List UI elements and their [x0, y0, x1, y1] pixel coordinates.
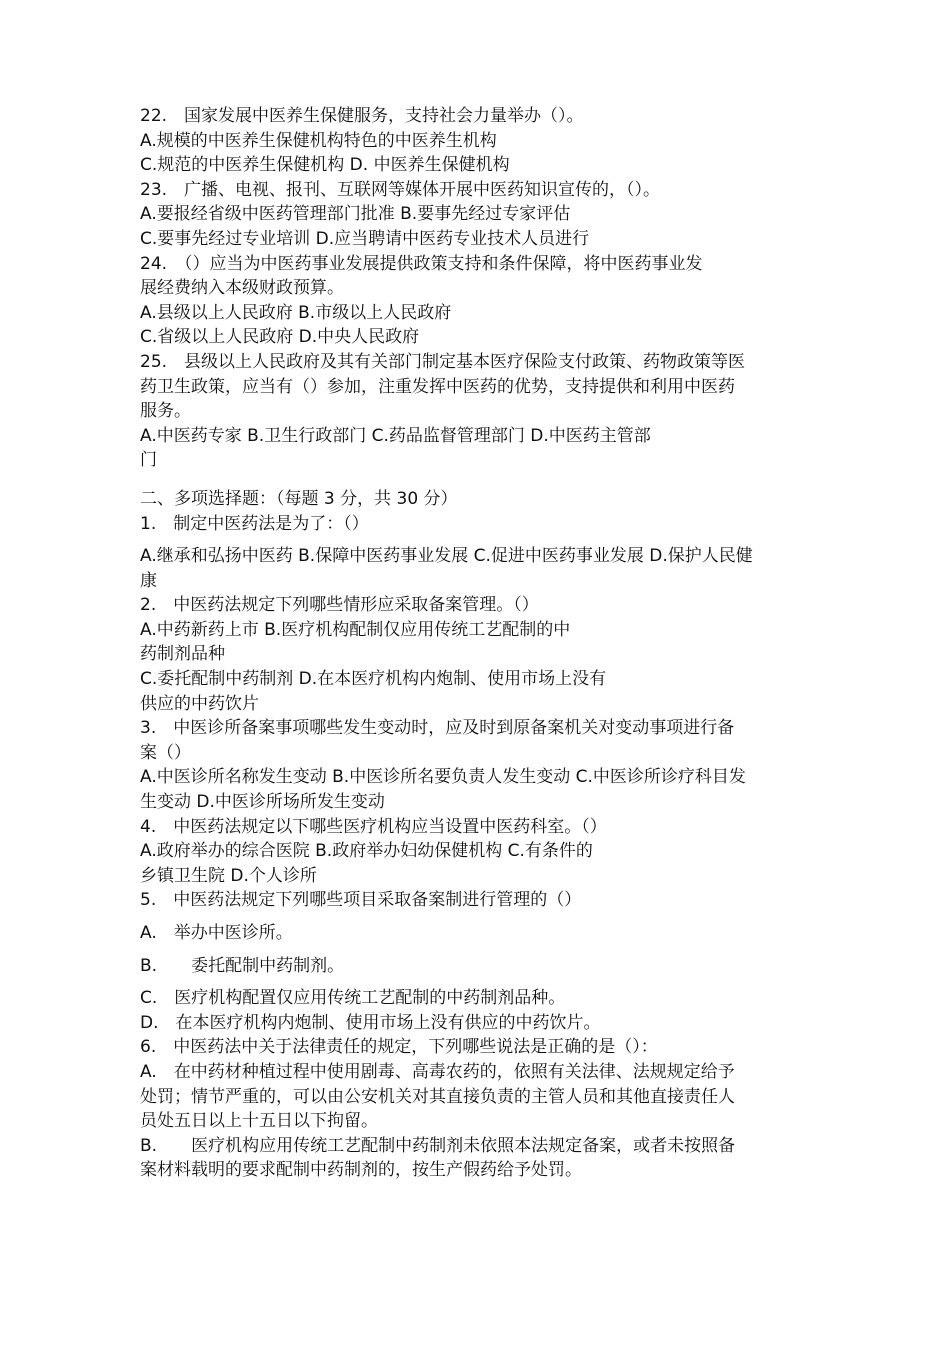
mc-question-3-options-line-1: A.中医诊所名称发生变动 B.中医诊所名要负责人发生变动 C.中医诊所诊疗科目发 — [140, 767, 746, 788]
question-24-line-2: 展经费纳入本级财政预算。 — [140, 278, 344, 299]
mc-question-1-options-line-1: A.继承和弘扬中医药 B.保障中医药事业发展 C.促进中医药事业发展 D.保护人民健 — [140, 546, 753, 567]
mc-question-1: 1. 制定中医药法是为了：（） — [140, 513, 369, 534]
question-22-option-c-d: C.规范的中医养生保健机构 D. 中医养生保健机构 — [140, 155, 510, 176]
mc-question-6-option-b-line-2: 案材料载明的要求配制中药制剂的，按生产假药给予处罚。 — [140, 1160, 582, 1181]
mc-question-1-gap — [140, 536, 830, 544]
mc-question-5-gap-3 — [140, 978, 830, 986]
mc-question-5-option-b: B. 委托配制中药制剂。 — [140, 955, 345, 976]
question-24-option-a-b: A.县级以上人民政府 B.市级以上人民政府 — [140, 302, 452, 323]
question-25-options-line-2: 门 — [140, 450, 157, 471]
question-23: 23. 广播、电视、报刊、互联网等媒体开展中医药知识宣传的，（）。 — [140, 179, 661, 200]
question-22-option-a-b: A.规模的中医养生保健机构特色的中医养生机构 — [140, 130, 497, 151]
mc-question-3-line-1: 3. 中医诊所备案事项哪些发生变动时，应及时到原备案机关对变动事项进行备 — [140, 718, 735, 739]
question-23-option-a-b: A.要报经省级中医药管理部门批准 B.要事先经过专家评估 — [140, 204, 571, 225]
mc-question-4-options-line-1: A.政府举办的综合医院 B.政府举办妇幼保健机构 C.有条件的 — [140, 841, 593, 862]
mc-question-5-option-c: C. 医疗机构配置仅应用传统工艺配制的中药制剂品种。 — [140, 988, 566, 1009]
mc-question-1-options-line-2: 康 — [140, 570, 157, 591]
mc-question-6: 6. 中医药法中关于法律责任的规定，下列哪些说法是正确的是（）： — [140, 1037, 658, 1058]
question-24-option-c-d: C.省级以上人民政府 D.中央人民政府 — [140, 327, 420, 348]
mc-question-2-option-b-cont: 药制剂品种 — [140, 644, 225, 665]
mc-question-4-options-line-2: 乡镇卫生院 D.个人诊所 — [140, 865, 317, 886]
question-25-line-1: 25. 县级以上人民政府及其有关部门制定基本医疗保险支付政策、药物政策等医 — [140, 351, 746, 372]
mc-question-6-option-a-line-1: A. 在中药材种植过程中使用剧毒、高毒农药的，依照有关法律、法规规定给予 — [140, 1061, 735, 1082]
question-22: 22. 国家发展中医养生保健服务，支持社会力量举办（）。 — [140, 106, 584, 126]
mc-question-6-option-b-line-1: B. 医疗机构应用传统工艺配制中药制剂未依照本法规定备案，或者未按照备 — [140, 1135, 736, 1156]
section-title-multiple-choice: 二、多项选择题：（每题 3 分，共 30 分） — [140, 488, 458, 509]
question-23-option-c-d: C.要事先经过专业培训 D.应当聘请中医药专业技术人员进行 — [140, 228, 590, 249]
mc-question-6-option-a-line-2: 处罚；情节严重的，可以由公安机关对其直接负责的主管人员和其他直接责任人 — [140, 1086, 735, 1107]
question-25-line-3: 服务。 — [140, 401, 191, 422]
mc-question-3-line-2: 案（） — [140, 742, 191, 763]
mc-question-5-option-d: D. 在本医疗机构内炮制、使用市场上没有供应的中药饮片。 — [140, 1012, 601, 1033]
mc-question-5-gap-1 — [140, 913, 830, 921]
mc-question-2-option-a-b: A.中药新药上市 B.医疗机构配制仅应用传统工艺配制的中 — [140, 619, 571, 640]
mc-question-5: 5. 中医药法规定下列哪些项目采取备案制进行管理的（） — [140, 890, 582, 911]
mc-question-4: 4. 中医药法规定以下哪些医疗机构应当设置中医药科室。（） — [140, 816, 607, 837]
question-25-options-line-1: A.中医药专家 B.卫生行政部门 C.药品监督管理部门 D.中医药主管部 — [140, 425, 651, 446]
question-25-line-2: 药卫生政策，应当有（）参加，注重发挥中医药的优势，支持提供和利用中医药 — [140, 376, 735, 397]
mc-question-5-option-a: A. 举办中医诊所。 — [140, 923, 293, 943]
section-gap — [140, 473, 830, 487]
question-24-line-1: 24. （）应当为中医药事业发展提供政策支持和条件保障，将中医药事业发 — [140, 253, 703, 274]
mc-question-2-option-c-d: C.委托配制中药制剂 D.在本医疗机构内炮制、使用市场上没有 — [140, 669, 607, 690]
mc-question-3-options-line-2: 生变动 D.中医诊所场所发生变动 — [140, 792, 385, 813]
mc-question-2-option-d-cont: 供应的中药饮片 — [140, 693, 259, 714]
document-page — [140, 104, 830, 1183]
mc-question-6-option-a-line-3: 员处五日以上十五日以下拘留。 — [140, 1111, 378, 1132]
mc-question-2: 2. 中医药法规定下列哪些情形应采取备案管理。（） — [140, 595, 539, 616]
mc-question-5-gap-2 — [140, 946, 830, 954]
